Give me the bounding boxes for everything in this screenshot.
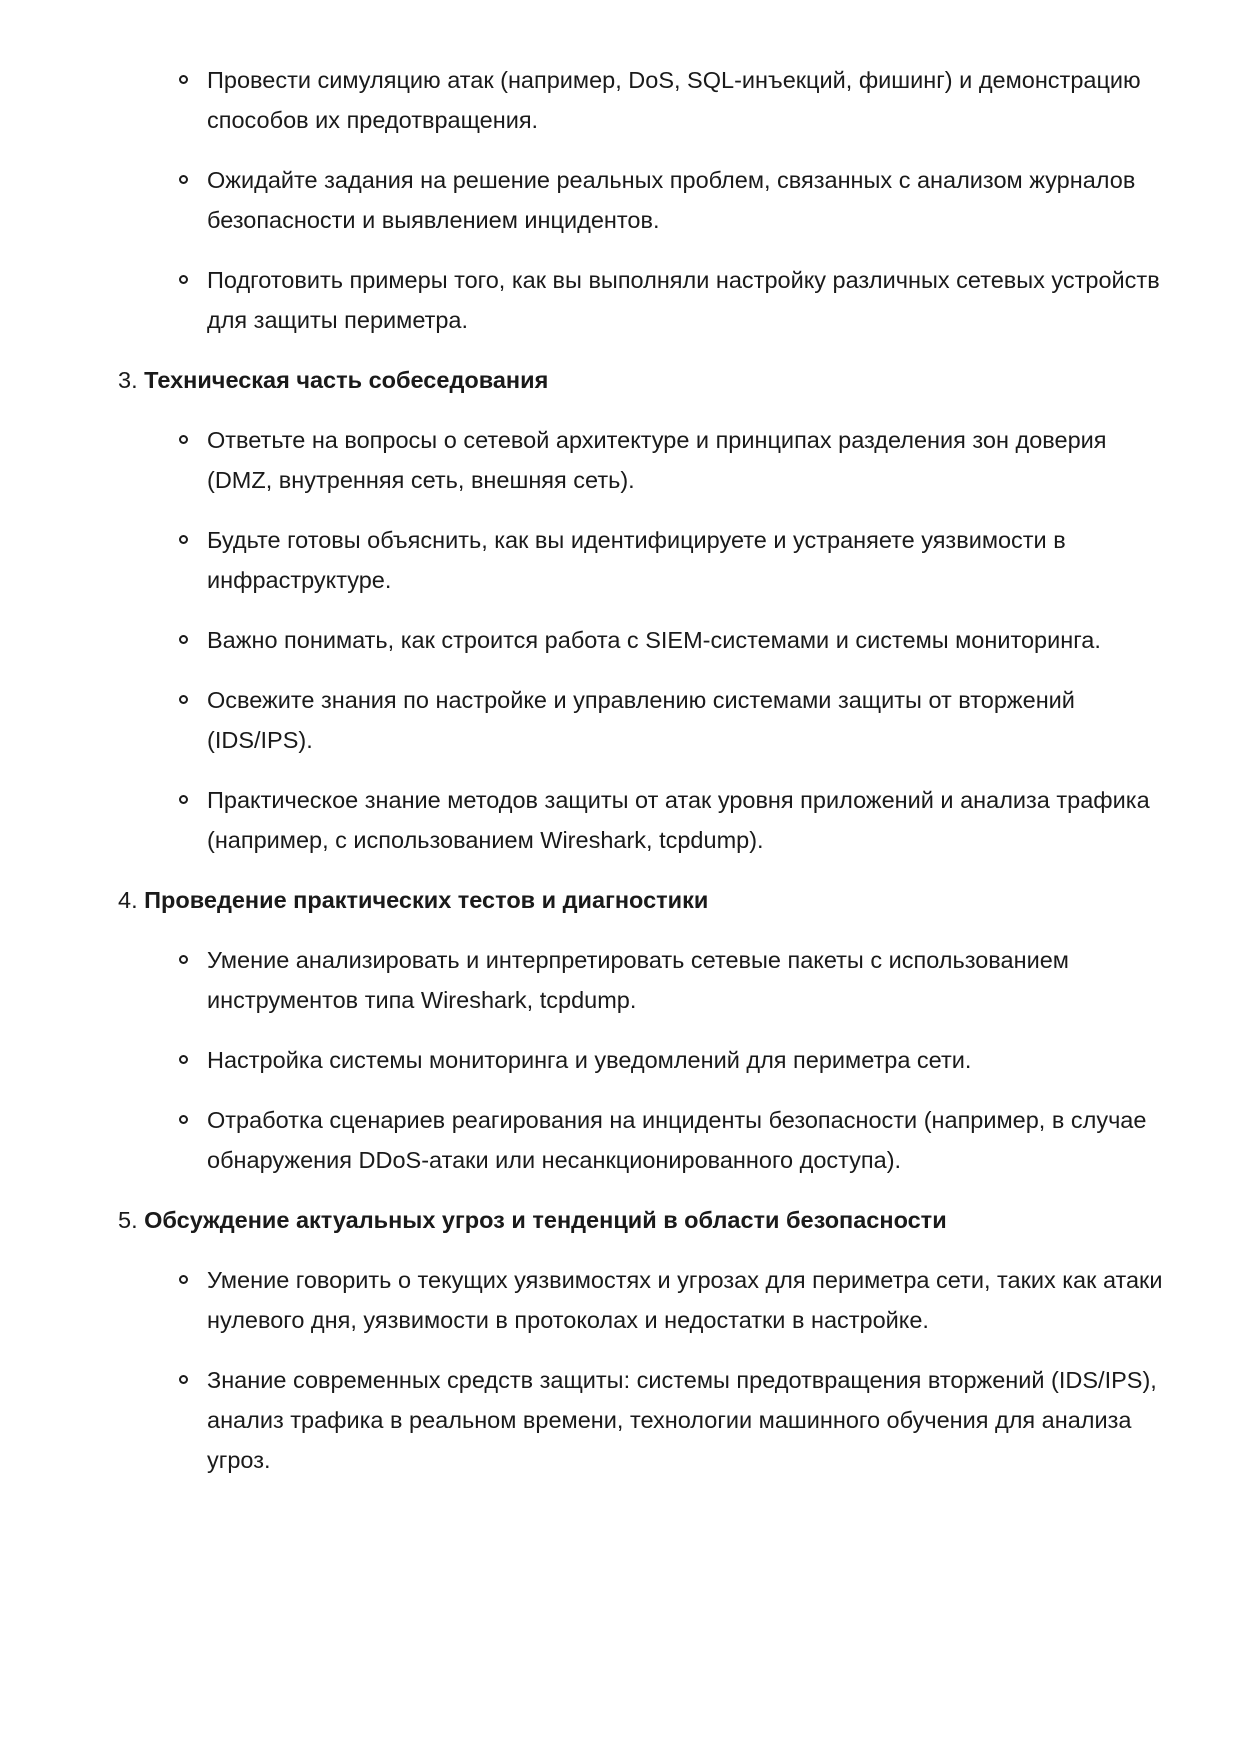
list-item xyxy=(207,780,1167,860)
bullet-circle-icon xyxy=(179,1055,188,1064)
bullet-circle-icon xyxy=(179,175,188,184)
list-item xyxy=(207,60,1167,140)
bullet-circle-icon xyxy=(179,75,188,84)
section-title: Проведение практических тестов и диагностики xyxy=(144,887,709,913)
list-item-text: Освежите знания по настройке и управлению системами защиты от вторжений (IDS/IPS). xyxy=(207,687,1075,753)
list-item xyxy=(207,1260,1167,1340)
bullet-circle-icon xyxy=(179,1115,188,1124)
section-heading-5 xyxy=(118,1200,1167,1240)
section-heading-4 xyxy=(118,880,1167,920)
list-item-text: Важно понимать, как строится работа с SIEM-системами и системы мониторинга. xyxy=(207,627,1101,653)
document-content xyxy=(0,60,1167,1500)
bullet-circle-icon xyxy=(179,275,188,284)
section-heading-3 xyxy=(118,360,1167,400)
list-item xyxy=(207,620,1167,660)
list-item-text: Ожидайте задания на решение реальных проблем, связанных с анализом журналов безопасности и выявлением инцидентов. xyxy=(207,167,1136,233)
list-item xyxy=(207,1360,1167,1480)
list-item xyxy=(207,940,1167,1020)
bullet-circle-icon xyxy=(179,795,188,804)
bullet-circle-icon xyxy=(179,535,188,544)
list-item-text: Практическое знание методов защиты от атак уровня приложений и анализа трафика (например, с использованием Wireshark, tcpdump). xyxy=(207,787,1150,853)
section-title: Техническая часть собеседования xyxy=(144,367,549,393)
intro-bullet-list xyxy=(0,60,1167,340)
list-item-text: Провести симуляцию атак (например, DoS, SQL-инъекций, фишинг) и демонстрацию способов их предотвращения. xyxy=(207,67,1141,133)
list-item-text: Будьте готовы объяснить, как вы идентифицируете и устраняете уязвимости в инфраструктуре. xyxy=(207,527,1066,593)
list-item xyxy=(207,680,1167,760)
list-item xyxy=(207,1040,1167,1080)
section-number: 3. xyxy=(118,367,138,393)
section-4-bullet-list xyxy=(0,940,1167,1180)
list-item xyxy=(207,260,1167,340)
list-item xyxy=(207,160,1167,240)
bullet-circle-icon xyxy=(179,435,188,444)
list-item xyxy=(207,420,1167,500)
bullet-circle-icon xyxy=(179,695,188,704)
list-item xyxy=(207,1100,1167,1180)
list-item-text: Умение анализировать и интерпретировать сетевые пакеты с использованием инструментов типа Wireshark, tcpdump. xyxy=(207,947,1069,1013)
list-item-text: Умение говорить о текущих уязвимостях и угрозах для периметра сети, таких как атаки нулевого дня, уязвимости в протоколах и недостатки в настройке. xyxy=(207,1267,1163,1333)
bullet-circle-icon xyxy=(179,1375,188,1384)
bullet-circle-icon xyxy=(179,635,188,644)
list-item xyxy=(207,520,1167,600)
bullet-circle-icon xyxy=(179,955,188,964)
section-5-bullet-list xyxy=(0,1260,1167,1480)
section-number: 5. xyxy=(118,1207,138,1233)
section-3-bullet-list xyxy=(0,420,1167,860)
list-item-text: Знание современных средств защиты: системы предотвращения вторжений (IDS/IPS), анализ трафика в реальном времени, технологии машинного обучения для анализа угроз. xyxy=(207,1367,1157,1473)
list-item-text: Настройка системы мониторинга и уведомлений для периметра сети. xyxy=(207,1047,972,1073)
list-item-text: Отработка сценариев реагирования на инциденты безопасности (например, в случае обнаружения DDoS-атаки или несанкционированного доступа). xyxy=(207,1107,1147,1173)
section-title: Обсуждение актуальных угроз и тенденций в области безопасности xyxy=(144,1207,947,1233)
bullet-circle-icon xyxy=(179,1275,188,1284)
list-item-text: Подготовить примеры того, как вы выполняли настройку различных сетевых устройств для защиты периметра. xyxy=(207,267,1160,333)
list-item-text: Ответьте на вопросы о сетевой архитектуре и принципах разделения зон доверия (DMZ, внутренняя сеть, внешняя сеть). xyxy=(207,427,1107,493)
section-number: 4. xyxy=(118,887,138,913)
